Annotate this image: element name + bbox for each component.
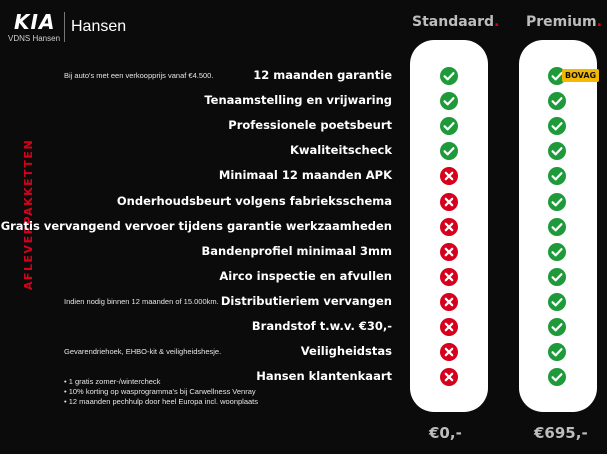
feature-label: Kwaliteitscheck (289, 143, 392, 158)
cross-icon (440, 343, 458, 361)
check-icon (548, 193, 566, 211)
feature-label: Onderhoudsbeurt volgens fabrieksschema (116, 193, 392, 208)
premium-price: €695,- (534, 424, 588, 442)
check-icon (548, 368, 566, 386)
feature-label: Tenaamstelling en vrijwaring (204, 93, 392, 108)
feature-label: Minimaal 12 maanden APK (218, 168, 392, 183)
check-icon (548, 343, 566, 361)
table-row (0, 340, 607, 365)
check-icon (548, 92, 566, 110)
check-icon (548, 142, 566, 160)
check-icon (548, 318, 566, 336)
feature-label: Bandenprofiel minimaal 3mm (201, 243, 392, 258)
dealer-logo (8, 10, 168, 44)
premium-column-header: Premium. (526, 14, 602, 30)
cross-icon (440, 318, 458, 336)
standard-price: €0,- (429, 424, 462, 442)
cross-icon (440, 193, 458, 211)
feature-label: Gratis vervangend vervoer tijdens garantie werkzaamheden (0, 218, 392, 233)
table-row (0, 64, 607, 89)
table-row (0, 164, 607, 189)
check-icon (440, 117, 458, 135)
check-icon (548, 167, 566, 185)
check-icon (440, 92, 458, 110)
standard-column-header: Standaard. (412, 14, 500, 30)
cross-icon (440, 167, 458, 185)
table-row (0, 89, 607, 114)
extras-item: • 10% korting op wasprogramma's bij Carwellness Venray (64, 387, 258, 397)
cross-icon (440, 368, 458, 386)
feature-label: Professionele poetsbeurt (228, 118, 392, 133)
check-icon (548, 117, 566, 135)
check-icon (548, 293, 566, 311)
feature-note: Bij auto's met een verkoopprijs vanaf €4.500. (64, 71, 214, 80)
feature-label: Hansen klantenkaart (256, 369, 392, 384)
extras-item: • 12 maanden pechhulp door heel Europa incl. woonplaats (64, 397, 258, 407)
extras-item: • 1 gratis zomer-/wintercheck (64, 377, 258, 387)
check-icon (548, 218, 566, 236)
dealer-subtitle: VDNS Hansen (8, 34, 61, 43)
table-row (0, 315, 607, 340)
packages-side-label: AFLEVERPAKKETTEN (22, 138, 35, 290)
cross-icon (440, 293, 458, 311)
feature-note: Indien nodig binnen 12 maanden of 15.000km. (64, 296, 219, 306)
cross-icon (440, 268, 458, 286)
bovag-badge: BOVAG (562, 69, 599, 82)
feature-label: Brandstof t.w.v. €30,- (251, 319, 392, 333)
cross-icon (440, 243, 458, 261)
table-row (0, 265, 607, 290)
feature-label: Distributieriem vervangen (220, 293, 392, 308)
table-row (0, 139, 607, 164)
hansen-logo: Hansen (71, 18, 127, 35)
feature-label: Airco inspectie en afvullen (219, 268, 392, 283)
check-icon (440, 67, 458, 85)
cross-icon (440, 218, 458, 236)
feature-label: Veiligheidstas (300, 344, 392, 359)
feature-label: 12 maanden garantie (253, 68, 392, 82)
logo-divider (64, 12, 65, 42)
table-row (0, 114, 607, 139)
table-row (0, 215, 607, 240)
table-row (0, 290, 607, 315)
kia-logo: KIA (14, 10, 56, 34)
feature-note: Gevarendriehoek, EHBO-kit & veiligheidshesje. (64, 347, 222, 357)
extras-list (64, 377, 258, 407)
check-icon (548, 243, 566, 261)
table-row (0, 240, 607, 265)
check-icon (440, 142, 458, 160)
check-icon (548, 268, 566, 286)
table-row (0, 190, 607, 215)
